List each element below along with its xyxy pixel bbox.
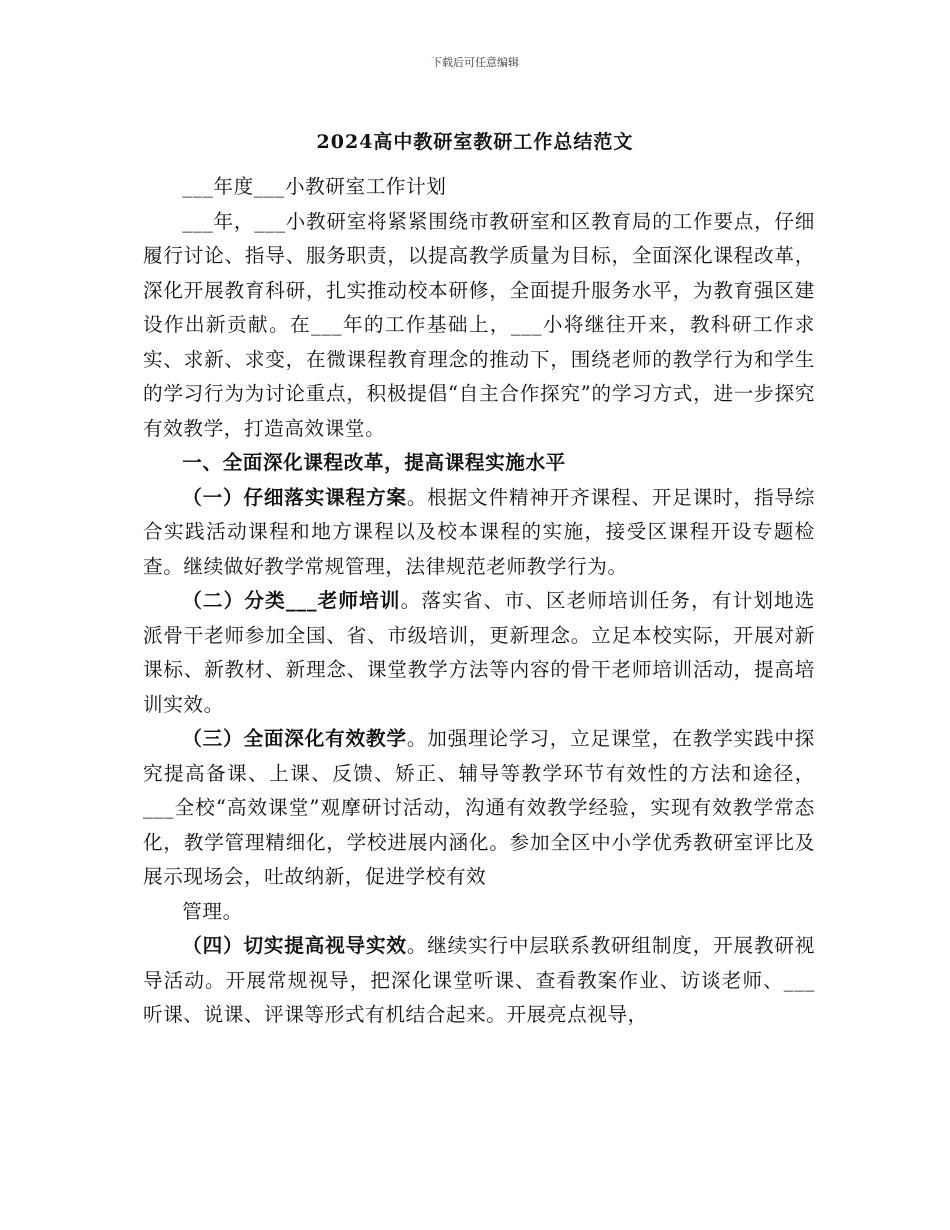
document-body — [143, 170, 815, 1033]
item-heading: （四）切实提高视导实效 — [182, 934, 407, 957]
item-paragraph-continuation: 管理。 — [182, 899, 243, 923]
item-paragraph — [143, 929, 815, 1033]
item-heading: （二）分类___老师培训 — [182, 589, 401, 612]
item-heading: （三）全面深化有效教学 — [182, 727, 407, 750]
item-paragraph — [143, 584, 815, 722]
item-paragraph — [143, 722, 815, 895]
document-title: 2024高中教研室教研工作总结范文 — [316, 131, 634, 153]
item-heading: （一）仔细落实课程方案 — [182, 485, 407, 509]
intro-paragraph: ___年，___小教研室将紧紧围绕市教研室和区教育局的工作要点，仔细履行讨论、指导、服务职责，以提高教学质量为目标，全面深化课程改革，深化开展教育科研，扎实推动校本研修，全面提升服务水平，为教育强区建设作出新贡献。在___年的工作基础上，___小将继往开来，教科研工作求实、求新、求变，在微课程教育理念的推动下，围绕老师的教学行为和学生的学习行为为讨论重点，积极提倡“自主合作探究”的学习方式，进一步探究有效教学，打造高效课堂。 — [143, 209, 815, 440]
item-body: 。落实省、市、区老师培训任务，有计划地选派骨干老师参加全国、省、市级培训，更新理念。立足本校实际，开展对新课标、新教材、新理念、课堂教学方法等内容的骨干老师培训活动，提高培训实效。 — [143, 589, 815, 716]
item-paragraph — [143, 481, 815, 585]
item-body: 。加强理论学习，立足课堂，在教学实践中探究提高备课、上课、反馈、矫正、辅导等教学环节有效性的方法和途径，___全校“高效课堂”观摩研讨活动，沟通有效教学经验，实现有效教学常态化，教学管理精细化，学校进展内涵化。参加全区中小学优秀教研室评比及展示现场会，吐故纳新，促进学校有效 — [143, 727, 815, 888]
item-body: 。根据文件精神开齐课程、开足课时，指导综合实践活动课程和地方课程以及校本课程的实施，接受区课程开设专题检查。继续做好教学常规管理，法律规范老师教学行为。 — [143, 485, 815, 578]
item-body: 。继续实行中层联系教研组制度，开展教研视导活动。开展常规视导，把深化课堂听课、查看教案作业、访谈老师、___听课、说课、评课等形式有机结合起来。开展亮点视导， — [143, 934, 815, 1026]
page-header-note: 下载后可任意编辑 — [431, 56, 519, 69]
plan-title: ___年度___小教研室工作计划 — [182, 175, 447, 198]
section-heading: 一、全面深化课程改革，提高课程实施水平 — [182, 451, 566, 474]
